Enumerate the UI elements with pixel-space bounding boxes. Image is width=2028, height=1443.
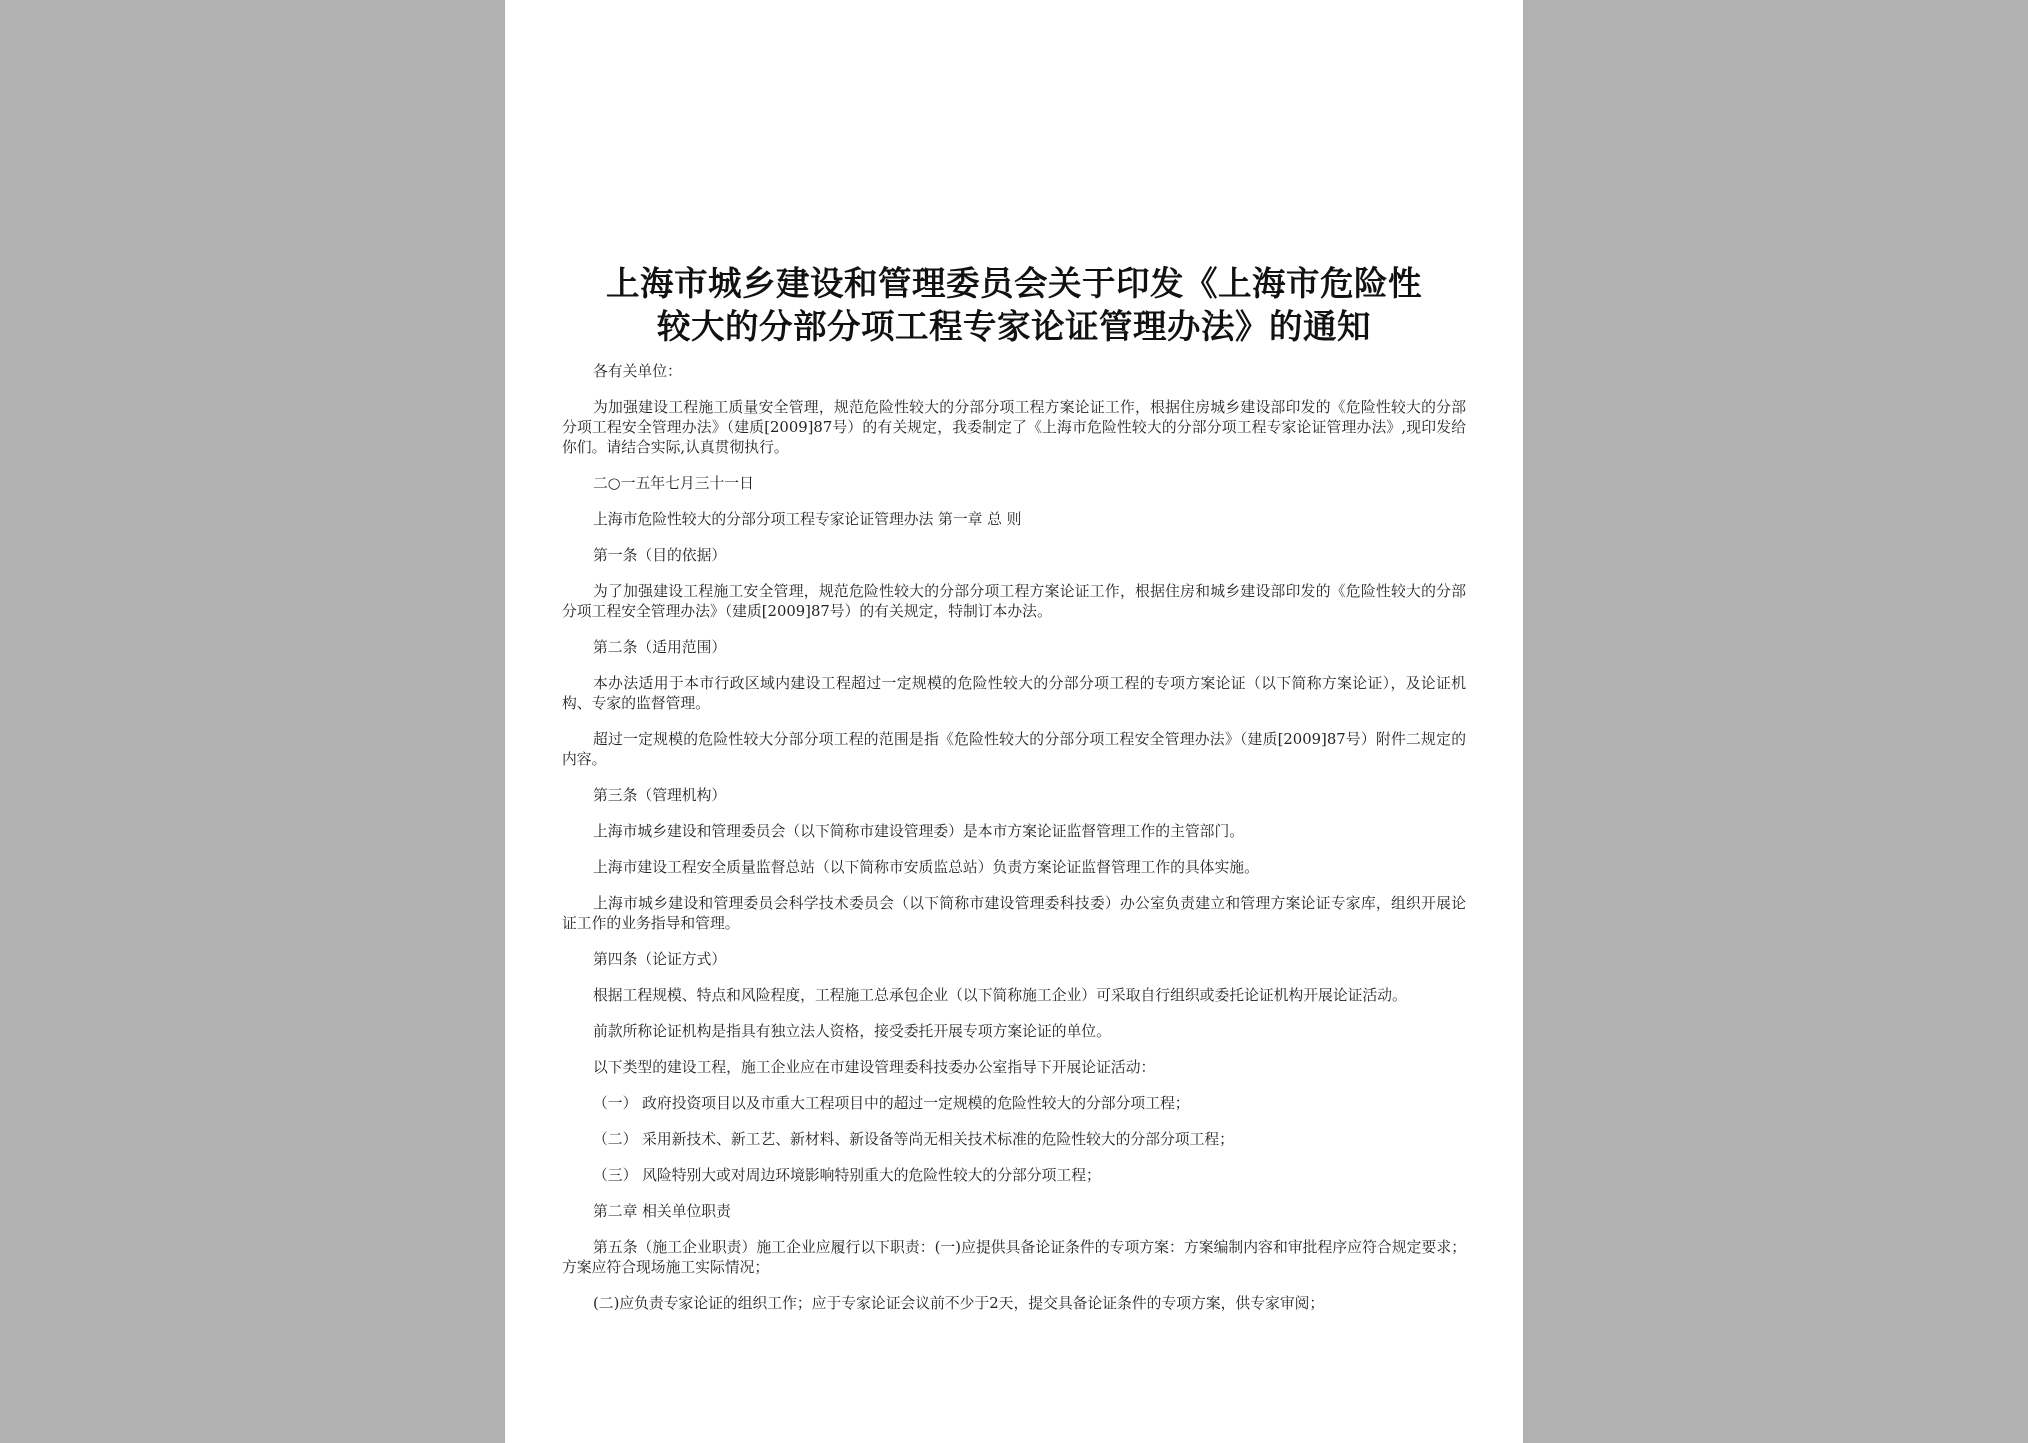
- article-heading: 第四条（论证方式）: [593, 951, 727, 968]
- body-paragraph: 前款所称论证机构是指具有独立法人资格，接受委托开展专项方案论证的单位。: [593, 1023, 1111, 1040]
- document-title: [562, 262, 1466, 348]
- body-paragraph: 本办法适用于本市行政区域内建设工程超过一定规模的危险性较大的分部分项工程的专项方案论证（以下简称方案论证），及论证机构、专家的监督管理。: [562, 675, 1466, 712]
- article-heading: 第一条（目的依据）: [593, 547, 727, 564]
- list-item: （三） 风险特别大或对周边环境影响特别重大的危险性较大的分部分项工程；: [593, 1167, 1101, 1184]
- body-paragraph: 以下类型的建设工程，施工企业应在市建设管理委科技委办公室指导下开展论证活动：: [593, 1059, 1156, 1076]
- issue-date: 二○一五年七月三十一日: [593, 475, 754, 492]
- body-paragraph: 为了加强建设工程施工安全管理，规范危险性较大的分部分项工程方案论证工作，根据住房和城乡建设部印发的《危险性较大的分部分项工程安全管理办法》（建质[2009]87号）的有关规定，特制订本办法。: [562, 583, 1466, 620]
- body-paragraph: 上海市建设工程安全质量监督总站（以下简称市安质监总站）负责方案论证监督管理工作的具体实施。: [593, 859, 1259, 876]
- body-paragraph: (二)应负责专家论证的组织工作；应于专家论证会议前不少于2天，提交具备论证条件的专项方案，供专家审阅；: [593, 1295, 1325, 1312]
- body-paragraph: 为加强建设工程施工质量安全管理，规范危险性较大的分部分项工程方案论证工作，根据住房城乡建设部印发的《危险性较大的分部分项工程安全管理办法》（建质[2009]87号）的有关规定，我委制定了《上海市危险性较大的分部分项工程专家论证管理办法》,现印发给你们。请结合实际,认真贯彻执行。: [562, 399, 1466, 456]
- salutation: 各有关单位：: [593, 363, 682, 380]
- document-page: [505, 0, 1523, 1443]
- title-line-1: 上海市城乡建设和管理委员会关于印发《上海市危险性: [606, 264, 1422, 303]
- list-item: （二） 采用新技术、新工艺、新材料、新设备等尚无相关技术标准的危险性较大的分部分项工程；: [593, 1131, 1234, 1148]
- article-heading: 第三条（管理机构）: [593, 787, 727, 804]
- body-paragraph: 第五条（施工企业职责）施工企业应履行以下职责：(一)应提供具备论证条件的专项方案：方案编制内容和审批程序应符合规定要求；方案应符合现场施工实际情况；: [562, 1239, 1466, 1276]
- body-paragraph: 上海市城乡建设和管理委员会（以下简称市建设管理委）是本市方案论证监督管理工作的主管部门。: [593, 823, 1245, 840]
- article-heading: 第二条（适用范围）: [593, 639, 727, 656]
- chapter-heading: 第二章 相关单位职责: [593, 1203, 731, 1220]
- body-paragraph: 根据工程规模、特点和风险程度，工程施工总承包企业（以下简称施工企业）可采取自行组织或委托论证机构开展论证活动。: [593, 987, 1407, 1004]
- body-paragraph: 超过一定规模的危险性较大分部分项工程的范围是指《危险性较大的分部分项工程安全管理办法》（建质[2009]87号）附件二规定的内容。: [562, 731, 1466, 768]
- chapter-heading: 上海市危险性较大的分部分项工程专家论证管理办法 第一章 总 则: [593, 511, 1022, 528]
- body-paragraph: 上海市城乡建设和管理委员会科学技术委员会（以下简称市建设管理委科技委）办公室负责建立和管理方案论证专家库，组织开展论证工作的业务指导和管理。: [562, 895, 1466, 932]
- list-item: （一） 政府投资项目以及市重大工程项目中的超过一定规模的危险性较大的分部分项工程；: [593, 1095, 1190, 1112]
- title-line-2: 较大的分部分项工程专家论证管理办法》的通知: [657, 307, 1371, 346]
